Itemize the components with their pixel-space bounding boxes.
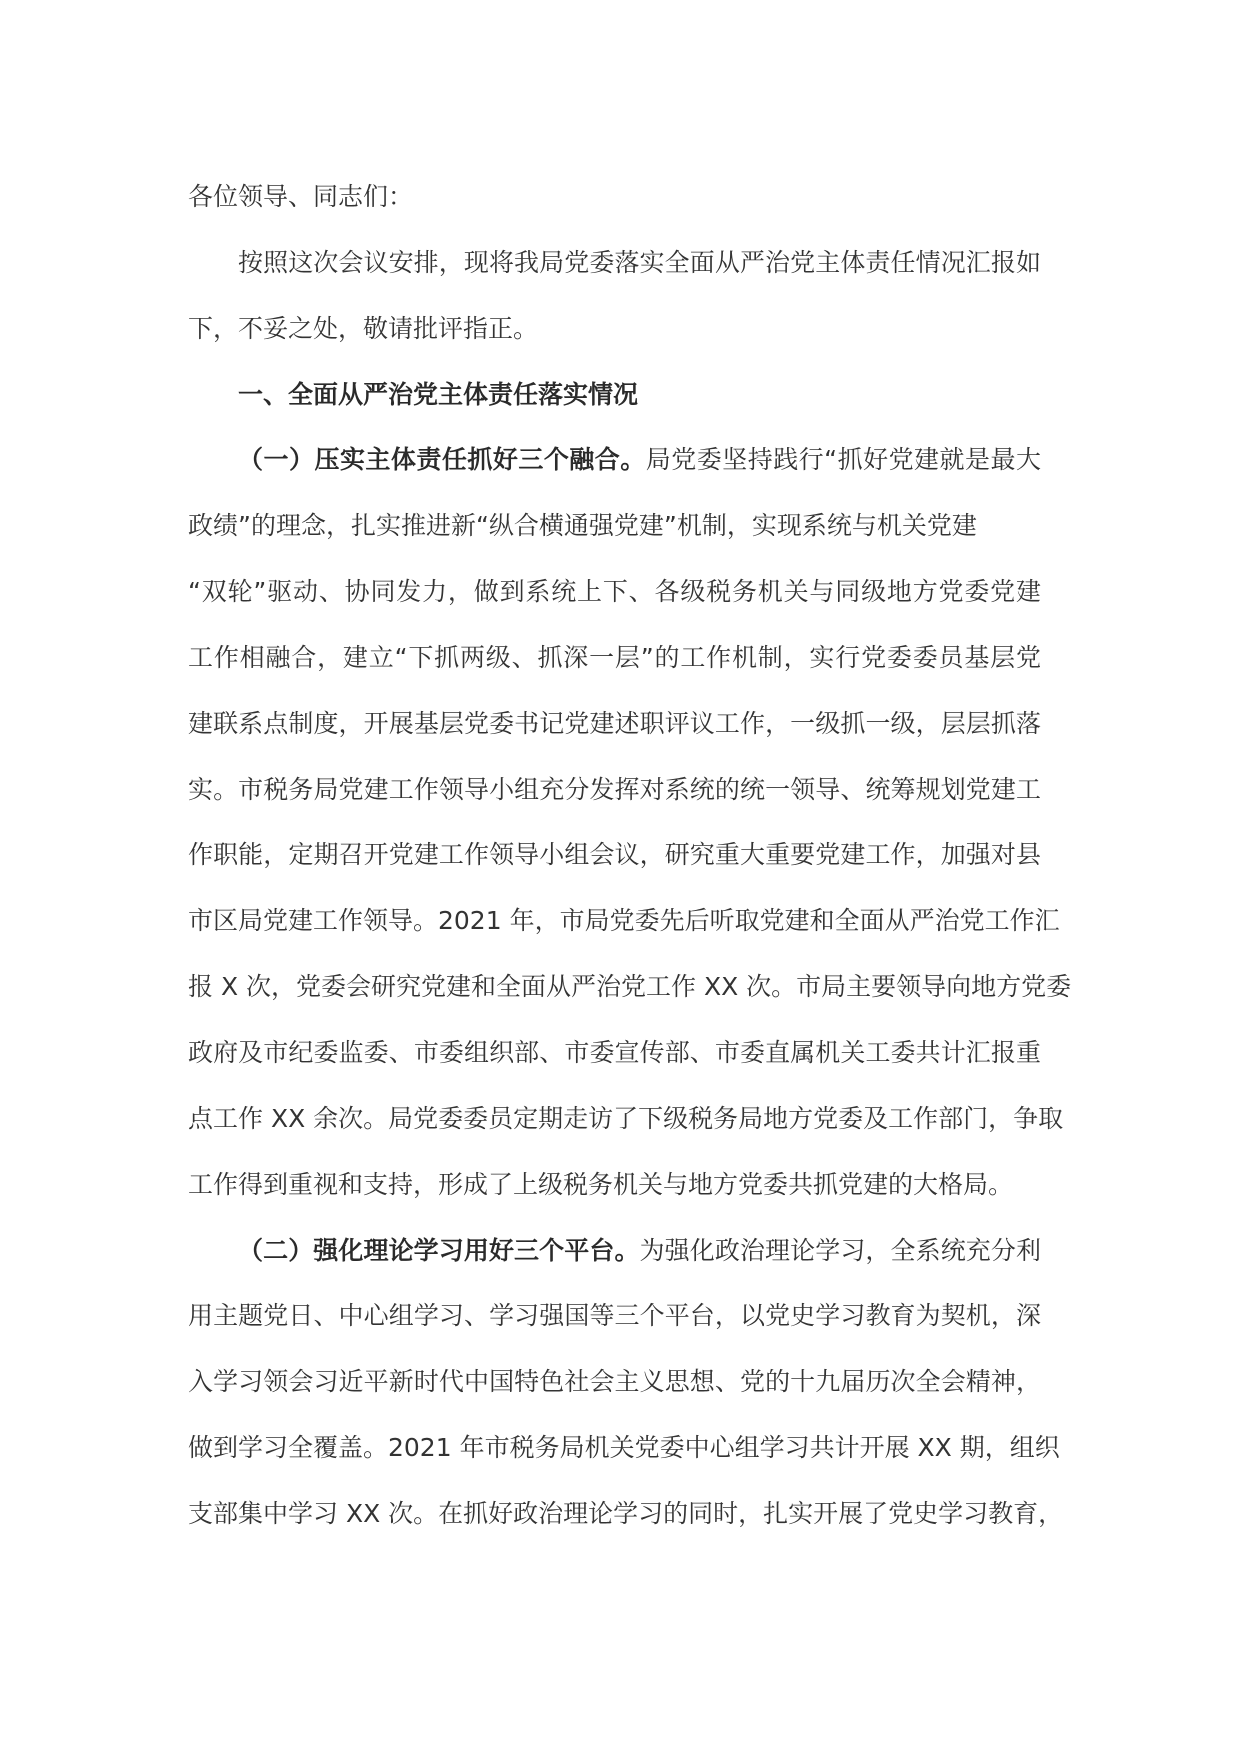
- paragraph-line: 实。市税务局党建工作领导小组充分发挥对系统的统一领导、统筹规划党建工: [188, 774, 1041, 804]
- paragraph-line: 政绩”的理念，扎实推进新“纵合横通强党建”机制，实现系统与机关党建: [188, 511, 977, 541]
- heading-text: 一、全面从严治党主体责任落实情况: [238, 379, 639, 409]
- intro-line: 下，不妥之处，敬请批评指正。: [188, 313, 539, 343]
- paragraph-line: [188, 1218, 1041, 1284]
- paragraph-line: 入学习领会习近平新时代中国特色社会主义思想、党的十九届历次全会精神，: [188, 1367, 1041, 1397]
- paragraph-text: 局党委坚持践行“抓好党建就是最大: [645, 445, 1041, 475]
- paragraph-line: 做到学习全覆盖。2021 年市税务局机关党委中心组学习共计开展 XX 期，组织: [188, 1433, 1060, 1463]
- subsection-title: （二）强化理论学习用好三个平台。: [238, 1235, 640, 1265]
- paragraph-line: 支部集中学习 XX 次。在抓好政治理论学习的同时，扎实开展了党史学习教育，: [188, 1498, 1064, 1528]
- paragraph-line: 工作相融合，建立“下抓两级、抓深一层”的工作机制，实行党委委员基层党: [188, 642, 1041, 672]
- paragraph-text: 为强化政治理论学习，全系统充分利: [639, 1235, 1041, 1265]
- subsection-title: （一）压实主体责任抓好三个融合。: [238, 445, 646, 475]
- salutation: 各位领导、同志们：: [188, 182, 414, 211]
- paragraph-line: 点工作 XX 余次。局党委委员定期走访了下级税务局地方党委及工作部门，争取: [188, 1103, 1064, 1133]
- paragraph-line: 用主题党日、中心组学习、学习强国等三个平台，以党史学习教育为契机，深: [188, 1301, 1041, 1331]
- paragraph-line: 工作得到重视和支持，形成了上级税务机关与地方党委共抓党建的大格局。: [188, 1169, 1014, 1199]
- paragraph-line: “双轮”驱动、协同发力，做到系统上下、各级税务机关与同级地方党委党建: [188, 577, 1041, 607]
- paragraph-line: 建联系点制度，开展基层党委书记党建述职评议工作，一级抓一级，层层抓落: [188, 708, 1041, 738]
- section-heading: [188, 362, 1041, 428]
- paragraph-line: 报 X 次，党委会研究党建和全面从严治党工作 XX 次。市局主要领导向地方党委: [188, 972, 1072, 1002]
- paragraph-line: 市区局党建工作领导。2021 年，市局党委先后听取党建和全面从严治党工作汇: [188, 906, 1060, 936]
- intro-line: 按照这次会议安排，现将我局党委落实全面从严治党主体责任情况汇报如: [238, 247, 1041, 277]
- paragraph-line: 政府及市纪委监委、市委组织部、市委宣传部、市委直属机关工委共计汇报重: [188, 1037, 1041, 1067]
- document-body: [188, 164, 1072, 1547]
- paragraph-line: 作职能，定期召开党建工作领导小组会议，研究重大重要党建工作，加强对县: [188, 840, 1041, 870]
- paragraph-line: [188, 427, 1041, 493]
